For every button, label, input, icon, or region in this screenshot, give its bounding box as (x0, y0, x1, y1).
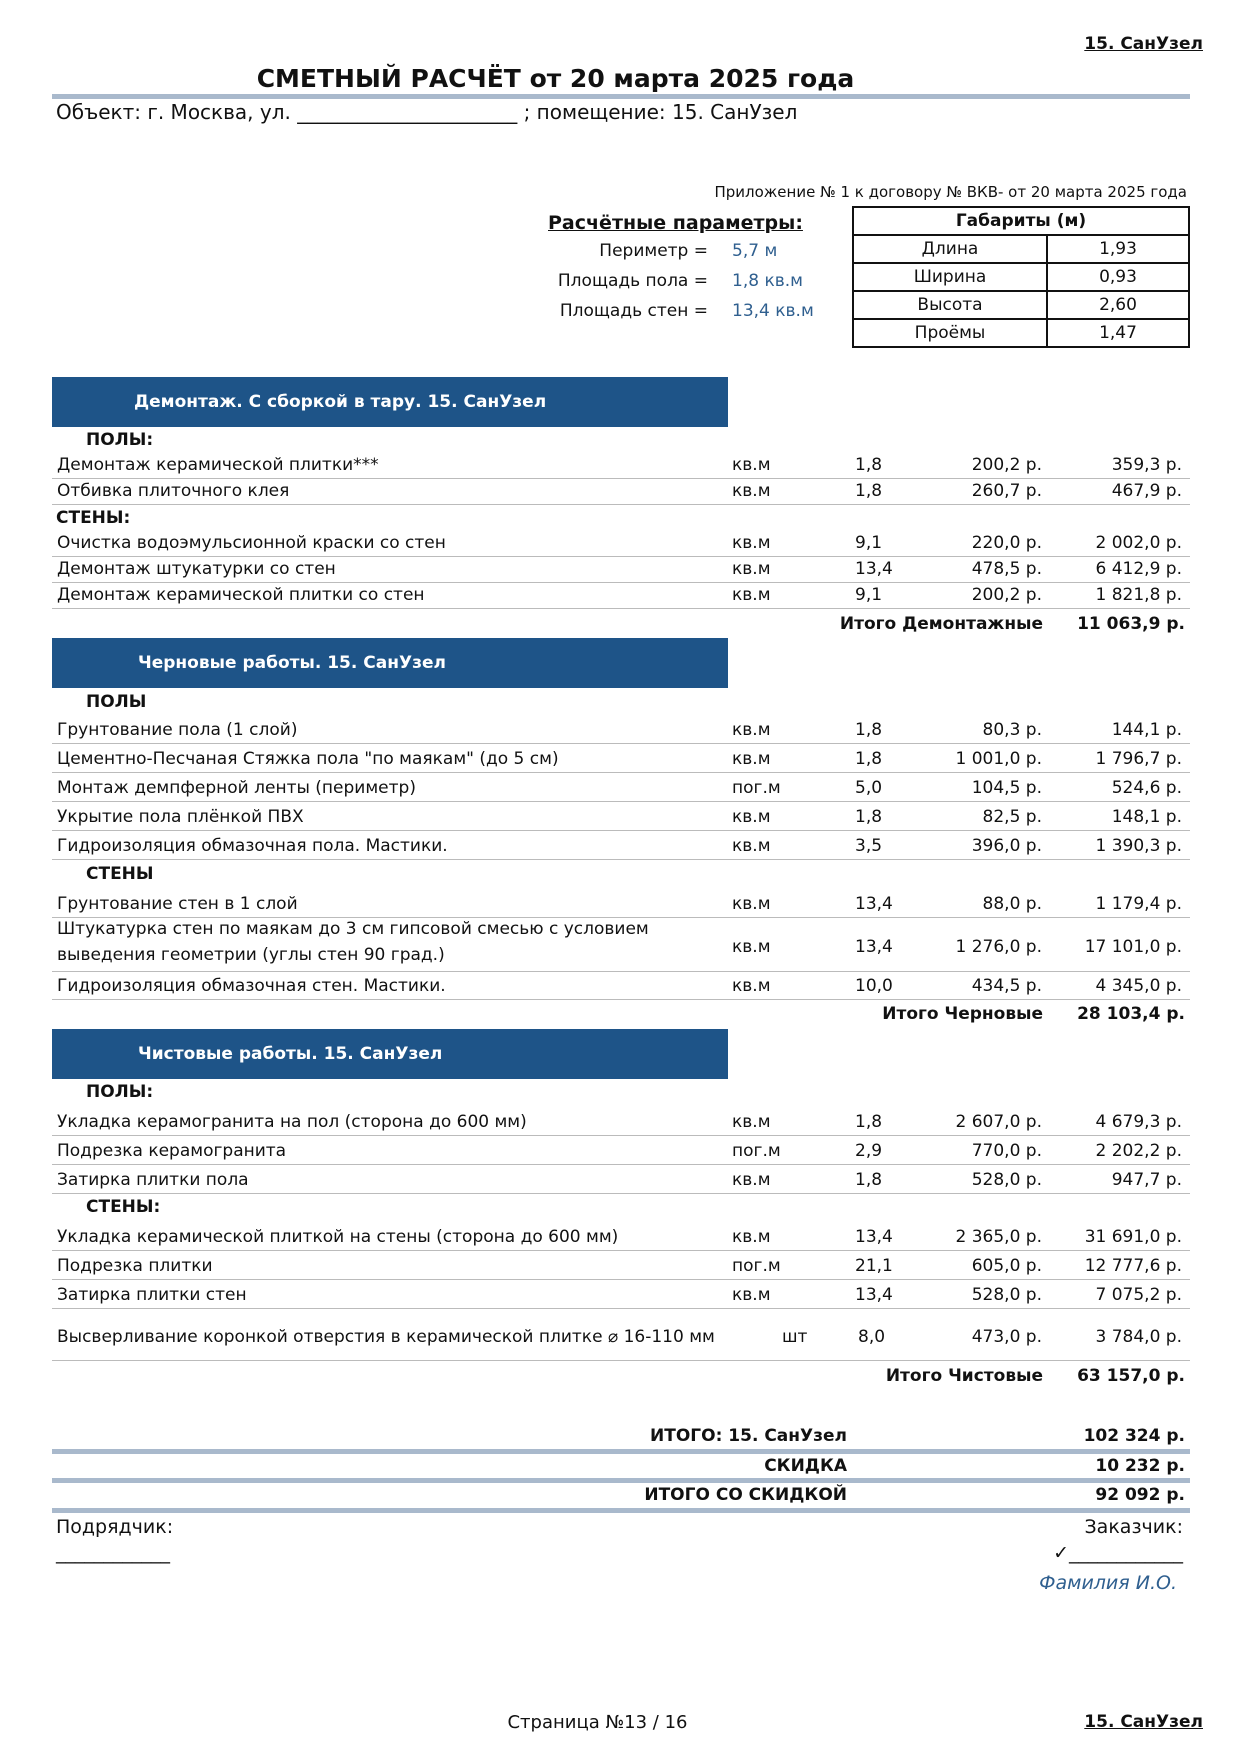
param-value-wall-area: 13,4 кв.м (732, 301, 814, 321)
subtotal-value: 11 063,9 р. (1077, 614, 1185, 634)
row-name: Подрезка плитки (57, 1256, 213, 1276)
row-qty: 1,8 (855, 1112, 883, 1132)
row-unit: кв.м (732, 836, 771, 856)
customer-signature-line: ✓____________ (1053, 1542, 1183, 1564)
document-title: СМЕТНЫЙ РАСЧЁТ от 20 марта 2025 года (256, 64, 855, 93)
table-row (52, 917, 1190, 972)
row-qty: 1,8 (855, 1170, 883, 1190)
dim-value: 1,93 (1047, 235, 1189, 263)
table-row (52, 743, 1190, 773)
row-price: 473,0 р. (971, 1327, 1042, 1347)
table-row (52, 530, 1190, 557)
contractor-signature-line: ____________ (56, 1542, 170, 1564)
dimensions-title: Габариты (м) (853, 207, 1189, 235)
row-unit: пог.м (732, 1256, 781, 1276)
dim-label: Ширина (853, 263, 1047, 291)
total-rule (52, 1449, 1190, 1454)
discount-value: 10 232 р. (1095, 1456, 1185, 1476)
row-qty: 13,4 (855, 559, 893, 579)
row-price: 528,0 р. (971, 1170, 1042, 1190)
row-name: Штукатурка стен по маякам до 3 см гипсовой смесью с условием выведения геометрии (углы стен 90 град.) (57, 919, 649, 965)
params-title: Расчётные параметры: (548, 212, 803, 234)
row-sum: 524,6 р. (1111, 778, 1182, 798)
table-row (52, 1164, 1190, 1194)
param-label-wall-area: Площадь стен = (559, 301, 708, 321)
row-unit: пог.м (732, 1141, 781, 1161)
row-name: Гидроизоляция обмазочная пола. Мастики. (57, 836, 448, 856)
discount-label: СКИДКА (764, 1456, 847, 1476)
row-unit: кв.м (732, 1170, 771, 1190)
customer-label: Заказчик: (1084, 1516, 1183, 1538)
discount-rule (52, 1478, 1190, 1483)
row-sum: 12 777,6 р. (1084, 1256, 1182, 1276)
subtotal-value: 63 157,0 р. (1077, 1366, 1185, 1386)
table-row (52, 830, 1190, 860)
grand-total-value: 102 324 р. (1083, 1426, 1185, 1446)
row-qty: 5,0 (855, 778, 883, 798)
row-sum: 3 784,0 р. (1095, 1327, 1182, 1347)
table-row (52, 1221, 1190, 1251)
table-row (52, 1106, 1190, 1136)
wall-label: СТЕНЫ: (86, 1197, 161, 1217)
param-value-perimeter: 5,7 м (732, 241, 778, 261)
row-unit: кв.м (732, 976, 771, 996)
row-qty: 1,8 (855, 749, 883, 769)
floor-label: ПОЛЫ: (86, 430, 154, 450)
row-name: Монтаж демпферной ленты (периметр) (57, 778, 416, 798)
row-sum: 467,9 р. (1111, 481, 1182, 501)
row-unit: пог.м (732, 778, 781, 798)
row-price: 770,0 р. (971, 1141, 1042, 1161)
row-price: 396,0 р. (971, 836, 1042, 856)
row-unit: кв.м (732, 720, 771, 740)
row-price: 2 607,0 р. (955, 1112, 1042, 1132)
row-qty: 1,8 (855, 455, 883, 475)
row-unit: шт (782, 1327, 808, 1347)
row-qty: 9,1 (855, 585, 883, 605)
row-name: Укрытие пола плёнкой ПВХ (57, 807, 304, 827)
row-name: Грунтование стен в 1 слой (57, 894, 298, 914)
table-row (52, 1279, 1190, 1309)
row-price: 434,5 р. (971, 976, 1042, 996)
row-unit: кв.м (732, 585, 771, 605)
row-unit: кв.м (732, 455, 771, 475)
row-unit: кв.м (732, 1227, 771, 1247)
row-qty: 8,0 (858, 1327, 886, 1347)
row-qty: 1,8 (855, 481, 883, 501)
table-row (52, 772, 1190, 802)
row-qty: 13,4 (855, 1285, 893, 1305)
row-qty: 2,9 (855, 1141, 883, 1161)
param-label-floor-area: Площадь пола = (557, 271, 708, 291)
row-name: Грунтование пола (1 слой) (57, 720, 298, 740)
row-unit: кв.м (732, 559, 771, 579)
row-price: 200,2 р. (971, 585, 1042, 605)
row-sum: 1 796,7 р. (1095, 749, 1182, 769)
row-sum: 1 821,8 р. (1095, 585, 1182, 605)
dim-label: Длина (853, 235, 1047, 263)
row-unit: кв.м (732, 533, 771, 553)
row-sum: 148,1 р. (1111, 807, 1182, 827)
row-price: 88,0 р. (982, 894, 1042, 914)
subtotal-label: Итого Чистовые (885, 1366, 1043, 1386)
row-price: 260,7 р. (971, 481, 1042, 501)
row-qty: 1,8 (855, 807, 883, 827)
subtotal-label: Итого Демонтажные (839, 614, 1043, 634)
row-price: 605,0 р. (971, 1256, 1042, 1276)
floor-label: ПОЛЫ (86, 692, 147, 712)
customer-name: Фамилия И.О. (1039, 1572, 1177, 1594)
row-name: Демонтаж керамической плитки со стен (57, 585, 425, 605)
row-sum: 1 390,3 р. (1095, 836, 1182, 856)
row-unit: кв.м (732, 937, 771, 957)
row-qty: 13,4 (855, 937, 893, 957)
dim-label: Проёмы (853, 319, 1047, 347)
row-qty: 1,8 (855, 720, 883, 740)
row-qty: 21,1 (855, 1256, 893, 1276)
grand-total-label: ИТОГО: 15. СанУзел (650, 1426, 847, 1446)
row-qty: 13,4 (855, 894, 893, 914)
row-name: Высверливание коронкой отверстия в керамической плитке ⌀ 16-110 мм (57, 1327, 715, 1347)
wall-label: СТЕНЫ: (56, 508, 131, 528)
row-name: Гидроизоляция обмазочная стен. Мастики. (57, 976, 446, 996)
row-unit: кв.м (732, 894, 771, 914)
dim-value: 1,47 (1047, 319, 1189, 347)
table-row (52, 1135, 1190, 1165)
row-price: 2 365,0 р. (955, 1227, 1042, 1247)
section-header-finishing: Чистовые работы. 15. СанУзел (52, 1029, 728, 1079)
row-sum: 2 002,0 р. (1095, 533, 1182, 553)
row-price: 82,5 р. (982, 807, 1042, 827)
final-total-value: 92 092 р. (1095, 1485, 1185, 1505)
dim-label: Высота (853, 291, 1047, 319)
row-sum: 6 412,9 р. (1095, 559, 1182, 579)
row-qty: 10,0 (855, 976, 893, 996)
table-row (52, 1308, 1190, 1361)
page-number: Страница №13 / 16 (507, 1712, 688, 1733)
row-unit: кв.м (732, 1112, 771, 1132)
table-row (52, 582, 1190, 609)
row-sum: 1 179,4 р. (1095, 894, 1182, 914)
dim-value: 2,60 (1047, 291, 1189, 319)
row-price: 1 001,0 р. (955, 749, 1042, 769)
row-name: Цементно-Песчаная Стяжка пола "по маякам" (до 5 см) (57, 749, 559, 769)
object-line: Объект: г. Москва, ул. ______________________ ; помещение: 15. СанУзел (56, 100, 798, 124)
row-sum: 7 075,2 р. (1095, 1285, 1182, 1305)
row-sum: 4 345,0 р. (1095, 976, 1182, 996)
floor-label: ПОЛЫ: (86, 1082, 154, 1102)
row-price: 528,0 р. (971, 1285, 1042, 1305)
row-qty: 9,1 (855, 533, 883, 553)
section-header-rough: Черновые работы. 15. СанУзел (52, 638, 728, 688)
row-name: Затирка плитки стен (57, 1285, 247, 1305)
row-unit: кв.м (732, 807, 771, 827)
contractor-label: Подрядчик: (56, 1516, 174, 1538)
wall-label: СТЕНЫ (86, 864, 154, 884)
corner-section-label-bottom: 15. СанУзел (1084, 1712, 1203, 1732)
row-price: 80,3 р. (982, 720, 1042, 740)
subtotal-value: 28 103,4 р. (1077, 1004, 1185, 1024)
row-price: 1 276,0 р. (955, 937, 1042, 957)
row-sum: 947,7 р. (1111, 1170, 1182, 1190)
row-name: Подрезка керамогранита (57, 1141, 287, 1161)
row-sum: 17 101,0 р. (1084, 937, 1182, 957)
table-row (52, 478, 1190, 505)
appendix-line: Приложение № 1 к договору № ВКВ- от 20 марта 2025 года (714, 183, 1187, 201)
table-row (52, 452, 1190, 479)
row-name: Демонтаж штукатурки со стен (57, 559, 336, 579)
table-row (52, 714, 1190, 744)
row-unit: кв.м (732, 749, 771, 769)
row-name: Укладка керамогранита на пол (сторона до 600 мм) (57, 1112, 527, 1132)
row-price: 104,5 р. (971, 778, 1042, 798)
section-header-demolition: Демонтаж. С сборкой в тару. 15. СанУзел (52, 377, 728, 427)
row-sum: 359,3 р. (1111, 455, 1182, 475)
row-qty: 13,4 (855, 1227, 893, 1247)
table-row (52, 971, 1190, 1000)
final-rule (52, 1508, 1190, 1513)
param-value-floor-area: 1,8 кв.м (732, 271, 803, 291)
table-row (52, 1250, 1190, 1280)
row-price: 220,0 р. (971, 533, 1042, 553)
dimensions-table (852, 206, 1190, 348)
dim-value: 0,93 (1047, 263, 1189, 291)
row-name: Очистка водоэмульсионной краски со стен (57, 533, 446, 553)
row-sum: 2 202,2 р. (1095, 1141, 1182, 1161)
subtotal-label: Итого Черновые (882, 1004, 1043, 1024)
table-row (52, 801, 1190, 831)
row-name: Укладка керамической плиткой на стены (сторона до 600 мм) (57, 1227, 619, 1247)
corner-section-label: 15. СанУзел (1084, 34, 1203, 54)
row-name: Отбивка плиточного клея (57, 481, 290, 501)
param-label-perimeter: Периметр = (599, 241, 708, 261)
row-sum: 31 691,0 р. (1084, 1227, 1182, 1247)
row-unit: кв.м (732, 481, 771, 501)
table-row (52, 556, 1190, 583)
row-price: 478,5 р. (971, 559, 1042, 579)
row-qty: 3,5 (855, 836, 883, 856)
row-unit: кв.м (732, 1285, 771, 1305)
row-name: Демонтаж керамической плитки*** (57, 455, 379, 475)
row-sum: 4 679,3 р. (1095, 1112, 1182, 1132)
row-price: 200,2 р. (971, 455, 1042, 475)
title-rule (52, 94, 1190, 99)
final-total-label: ИТОГО СО СКИДКОЙ (644, 1485, 847, 1505)
row-name: Затирка плитки пола (57, 1170, 249, 1190)
table-row (52, 888, 1190, 918)
row-sum: 144,1 р. (1111, 720, 1182, 740)
